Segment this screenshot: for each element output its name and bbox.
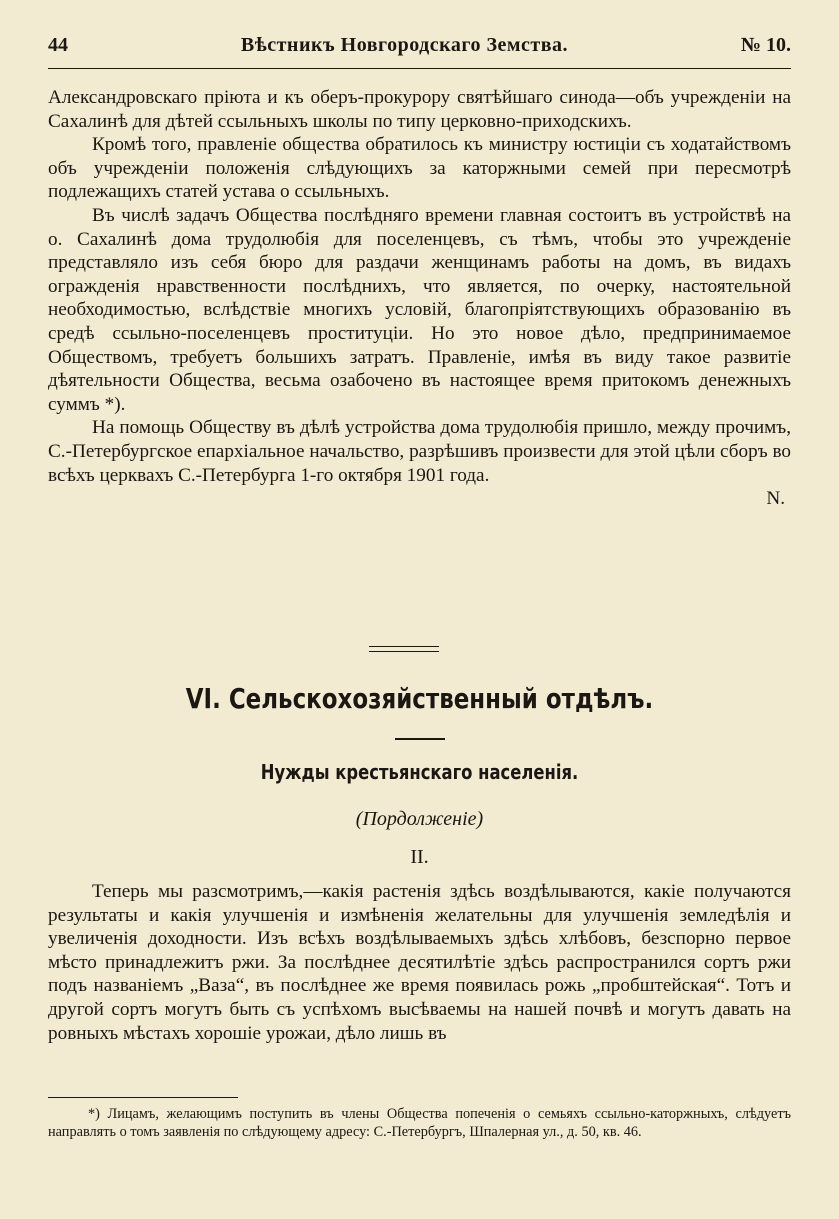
heading-rule — [395, 738, 445, 740]
section-divider — [369, 646, 439, 652]
page-number: 44 — [48, 33, 68, 56]
section-heading: VI. Сельскохозяйственный отдѣлъ. — [185, 682, 654, 715]
paragraph-2: Кромѣ того, правленіе общества обратилось къ министру юстиціи съ ходатайствомъ объ учрежденіи положенія слѣдующихъ за каторжными семей при пересмотрѣ подлежащихъ статей устава о ссыльныхъ. — [48, 134, 791, 203]
continued-note: (Пордолженіе) — [355, 808, 484, 830]
part-number: II. — [410, 846, 429, 868]
paragraph-3: Въ числѣ задачъ Общества послѣдняго времени главная состоитъ въ устройствѣ на о. Сахалинѣ дома трудолюбія для поселенцевъ, съ тѣмъ, чтобы это учрежденіе представляло изъ себя бюро для раздачи женщинамъ работы на домъ, въ видахъ огражденія нравственности послѣднихъ, что является, по очерку, настоятельной необходимостью, вслѣдствіе многихъ условій, благопріятствующихъ образованію въ средѣ ссыльно-поселенцевъ проституціи. Но это новое дѣло, предпринимаемое Обществомъ, требуетъ большихъ затратъ. Правленіе, имѣя въ виду такое развитіе дѣятельности Общества, весьма озабочено въ настоящее время притокомъ денежныхъ суммъ *). — [48, 204, 791, 415]
header-rule — [48, 68, 791, 69]
paragraph-4: На помощь Обществу въ дѣлѣ устройства дома трудолюбія пришло, между прочимъ, С.-Петербургское епархіальное начальство, разрѣшивъ произвести для этой цѣли сборъ во всѣхъ церквахъ С.-Петербурга 1-го октября 1901 года. — [48, 417, 791, 486]
running-header — [48, 30, 791, 60]
footnote-rule — [48, 1097, 238, 1098]
issue-number: № 10. — [740, 33, 791, 56]
paragraph-1: Александровскаго пріюта и къ оберъ-прокурору святѣйшаго синода—объ учрежденіи на Сахалинѣ для дѣтей ссыльныхъ школы по типу церковно-приходскихъ. — [48, 87, 791, 132]
article-title: Нужды крестьянскаго населенія. — [260, 760, 579, 784]
article-body — [48, 86, 791, 511]
section-paragraph: Теперь мы разсмотримъ,—какія растенія здѣсь воздѣлываются, какіе получаются результаты и какія улучшенія и измѣненія желательны для улучшенія земледѣлія и увеличенія доходности. Изъ всѣхъ воздѣлываемыхъ здѣсь хлѣбовъ, безспорно первое мѣсто принадлежитъ ржи. За послѣднее десятилѣтіе здѣсь распространился сортъ ржи подъ названіемъ „Ваза“, въ послѣднее же время появилась рожь „пробштейская“. Тотъ и другой сортъ могутъ быть съ успѣхомъ высѣваемы на нашей почвѣ и могутъ давать на ровныхъ мѣстахъ хорошіе урожаи, дѣло лишь въ — [48, 881, 791, 1044]
journal-title: Вѣстникъ Новгородскаго Земства. — [240, 33, 568, 56]
section-body — [48, 880, 791, 1045]
signature: N. — [766, 488, 785, 510]
footnote-text: *) Лицамъ, желающимъ поступить въ члены Общества попеченія о семьяхъ ссыльно-каторжныхъ, слѣдуетъ направлять о томъ заявленія по слѣдующему адресу: С.-Петербургъ, Шпалерная ул., д. 50, кв. 46. — [48, 1106, 791, 1140]
footnote — [48, 1106, 791, 1141]
